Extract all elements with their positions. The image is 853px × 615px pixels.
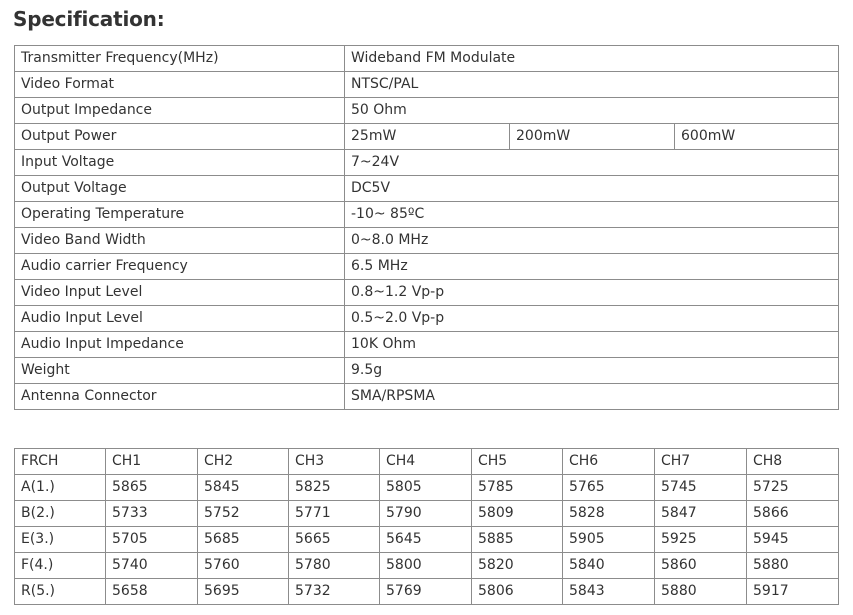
specification-table [14,45,839,410]
freq-header-cell: CH1 [106,449,198,475]
freq-cell: 5825 [289,475,380,501]
spec-value: 7~24V [345,150,839,176]
freq-header-cell: CH3 [289,449,380,475]
spec-label: Input Voltage [15,150,345,176]
spec-label: Video Format [15,72,345,98]
spec-row-input-voltage [15,150,839,176]
freq-cell: 5800 [380,553,472,579]
freq-cell: 5820 [472,553,563,579]
freq-cell: 5865 [106,475,198,501]
freq-cell: 5725 [747,475,839,501]
freq-cell: 5866 [747,501,839,527]
spec-label: Transmitter Frequency(MHz) [15,46,345,72]
spec-value: 9.5g [345,358,839,384]
freq-cell: 5905 [563,527,655,553]
spec-label: Output Power [15,124,345,150]
freq-cell: 5945 [747,527,839,553]
spec-label: Audio Input Impedance [15,332,345,358]
freq-row-band-f [15,553,839,579]
freq-row-band-e [15,527,839,553]
frequency-channel-table [14,448,839,605]
freq-cell: 5752 [198,501,289,527]
spec-label: Weight [15,358,345,384]
spec-row-audio-input-impedance [15,332,839,358]
spec-label: Operating Temperature [15,202,345,228]
freq-cell: 5885 [472,527,563,553]
freq-cell: 5785 [472,475,563,501]
freq-band-label: B(2.) [15,501,106,527]
spec-value-power-3: 600mW [675,124,839,150]
spec-row-output-impedance [15,98,839,124]
freq-cell: 5806 [472,579,563,605]
spec-row-operating-temperature [15,202,839,228]
freq-band-label: E(3.) [15,527,106,553]
spec-row-video-input-level [15,280,839,306]
freq-header-cell: CH2 [198,449,289,475]
freq-cell: 5745 [655,475,747,501]
freq-cell: 5771 [289,501,380,527]
freq-row-band-a [15,475,839,501]
spec-row-audio-carrier-frequency [15,254,839,280]
freq-cell: 5847 [655,501,747,527]
freq-cell: 5695 [198,579,289,605]
freq-cell: 5809 [472,501,563,527]
spec-row-weight [15,358,839,384]
spec-value: 6.5 MHz [345,254,839,280]
freq-cell: 5917 [747,579,839,605]
freq-cell: 5880 [655,579,747,605]
freq-row-band-b [15,501,839,527]
freq-cell: 5732 [289,579,380,605]
freq-header-cell: CH4 [380,449,472,475]
spec-row-video-band-width [15,228,839,254]
spec-label: Video Input Level [15,280,345,306]
spec-value: 10K Ohm [345,332,839,358]
spec-label: Audio carrier Frequency [15,254,345,280]
spec-row-output-power [15,124,839,150]
spec-value: 50 Ohm [345,98,839,124]
freq-cell: 5860 [655,553,747,579]
spec-label: Output Impedance [15,98,345,124]
spec-label: Output Voltage [15,176,345,202]
freq-header-cell: FRCH [15,449,106,475]
spec-value: DC5V [345,176,839,202]
spec-row-transmitter-frequency [15,46,839,72]
freq-cell: 5805 [380,475,472,501]
freq-cell: 5733 [106,501,198,527]
freq-header-cell: CH6 [563,449,655,475]
freq-cell: 5685 [198,527,289,553]
freq-cell: 5760 [198,553,289,579]
freq-band-label: A(1.) [15,475,106,501]
freq-cell: 5740 [106,553,198,579]
freq-header-cell: CH8 [747,449,839,475]
spec-value: 0.5~2.0 Vp-p [345,306,839,332]
spec-row-antenna-connector [15,384,839,410]
freq-cell: 5843 [563,579,655,605]
freq-cell: 5665 [289,527,380,553]
freq-cell: 5705 [106,527,198,553]
spec-value: -10~ 85ºC [345,202,839,228]
freq-row-band-r [15,579,839,605]
spec-label: Video Band Width [15,228,345,254]
freq-header-row [15,449,839,475]
freq-cell: 5828 [563,501,655,527]
freq-cell: 5645 [380,527,472,553]
freq-band-label: F(4.) [15,553,106,579]
spec-label: Antenna Connector [15,384,345,410]
freq-header-cell: CH7 [655,449,747,475]
spec-value: 0.8~1.2 Vp-p [345,280,839,306]
spec-value-power-1: 25mW [345,124,510,150]
spec-label: Audio Input Level [15,306,345,332]
freq-cell: 5925 [655,527,747,553]
freq-cell: 5840 [563,553,655,579]
spec-row-video-format [15,72,839,98]
spec-row-output-voltage [15,176,839,202]
freq-cell: 5780 [289,553,380,579]
freq-cell: 5790 [380,501,472,527]
spec-value: SMA/RPSMA [345,384,839,410]
spec-value: Wideband FM Modulate [345,46,839,72]
freq-cell: 5845 [198,475,289,501]
spec-value: 0~8.0 MHz [345,228,839,254]
freq-header-cell: CH5 [472,449,563,475]
freq-band-label: R(5.) [15,579,106,605]
spec-row-audio-input-level [15,306,839,332]
spec-value: NTSC/PAL [345,72,839,98]
freq-cell: 5769 [380,579,472,605]
spec-value-power-2: 200mW [510,124,675,150]
freq-cell: 5765 [563,475,655,501]
freq-cell: 5658 [106,579,198,605]
page-heading: Specification: [13,7,165,31]
freq-cell: 5880 [747,553,839,579]
